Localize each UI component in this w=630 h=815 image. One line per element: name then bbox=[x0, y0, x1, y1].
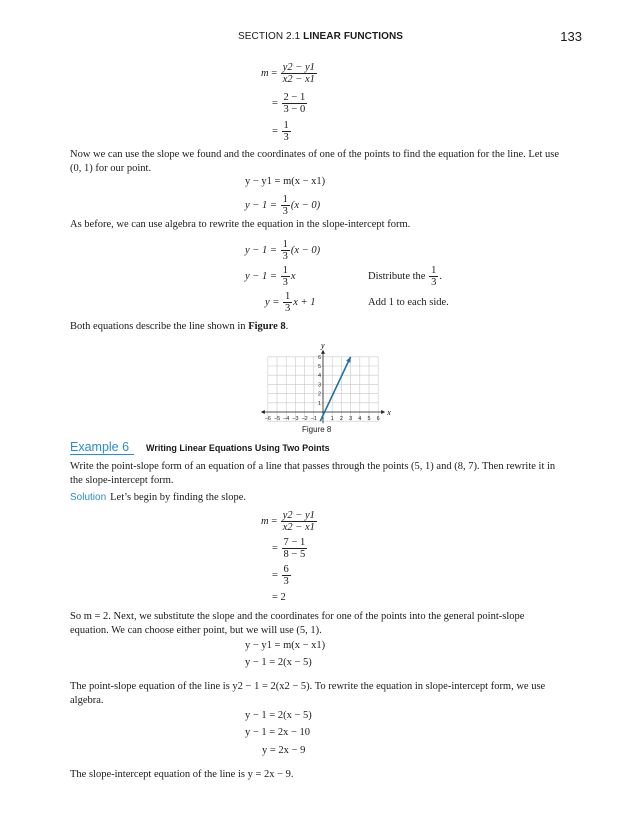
point-slope-general-2: y − y1 = m(x − x1) bbox=[245, 640, 326, 651]
x-tick-label: 3 bbox=[349, 416, 353, 422]
x-tick-label: −5 bbox=[273, 416, 281, 422]
si2-step2: y − 1 = 2x − 10 bbox=[245, 727, 311, 738]
x-tick-label: −6 bbox=[264, 416, 271, 422]
paragraph: Now we can use the slope we found and the coordinates of one of the points to find the equation for the line. Let use (0, 1) for our point. bbox=[70, 149, 559, 174]
si-step3-note: Add 1 to each side. bbox=[368, 297, 449, 308]
x-tick-label: −2 bbox=[301, 416, 308, 422]
solution-line: Solution Let’s begin by finding the slope. bbox=[70, 492, 247, 503]
si-step1: y − 1 = $\frac{1}{3}$ (x − 0) bbox=[245, 239, 321, 262]
paragraph: Both equations describe the line shown in Figure 8. bbox=[70, 321, 289, 332]
y-tick-label: 6 bbox=[317, 354, 321, 361]
x-axis-label: x bbox=[387, 408, 391, 417]
x-tick-label: 4 bbox=[358, 416, 362, 422]
si-step2-note: Distribute the $\frac{1}{3}$ . bbox=[368, 265, 442, 288]
paragraph: So m = 2. Next, we substitute the slope and the coordinates for one of the points into the general point-slope equation. We can choose either point, but we will use (5, 1). bbox=[70, 611, 525, 636]
example-label: Example 6 bbox=[70, 440, 130, 454]
slope-calc-2: m = $\frac{y2 - y1}{x2 - x1}$ bbox=[261, 510, 315, 533]
example-prompt: Write the point-slope form of an equation of a line that passes through the points (5, 1) and (8, 7). Then rewrite it in the slope-intercept form. bbox=[70, 461, 556, 486]
paragraph: The slope-intercept equation of the line is y = 2x − 9. bbox=[70, 769, 294, 780]
x-tick-label: 5 bbox=[367, 416, 371, 422]
x-tick-label: −1 bbox=[310, 416, 317, 422]
slope-calc-2-step2: = $\frac{7 - 1}{8 - 5}$ bbox=[272, 537, 306, 560]
slope-calc-2-result: = 2 bbox=[272, 592, 286, 603]
fraction: $\frac{y2 - y1}{x2 - x1}$ bbox=[282, 62, 315, 85]
section-title: SECTION 2.1 LINEAR FUNCTIONS bbox=[238, 31, 404, 42]
x-tick-label: 6 bbox=[376, 416, 380, 422]
figure-caption: Figure 8 bbox=[302, 425, 332, 434]
x-tick-label: 1 bbox=[330, 416, 334, 422]
slope-calc-2-step3: = $\frac{6}{3}$ bbox=[272, 564, 289, 587]
point-slope-substituted: y − 1 = $\frac{1}{3}$ (x − 0) bbox=[245, 194, 321, 217]
series-line bbox=[317, 354, 353, 422]
si-step3: y = $\frac{1}{3}$ x + 1 bbox=[265, 291, 316, 314]
x-axis-arrow-left bbox=[261, 410, 265, 414]
x-tick-label: −4 bbox=[283, 416, 290, 422]
example-title: Writing Linear Equations Using Two Points bbox=[146, 443, 330, 453]
page-number: 133 bbox=[560, 29, 582, 44]
series bbox=[317, 354, 353, 422]
x-tick-label: −3 bbox=[292, 416, 299, 422]
chapter-title: LINEAR FUNCTIONS bbox=[303, 31, 404, 42]
y-tick-label: 3 bbox=[317, 382, 321, 389]
si2-step1: y − 1 = 2(x − 5) bbox=[245, 710, 312, 721]
y-axis-arrow bbox=[321, 350, 325, 354]
y-tick-label: 5 bbox=[317, 364, 321, 370]
y-axis-label: y bbox=[321, 340, 325, 350]
example-underline bbox=[70, 454, 134, 455]
y-tick-label: 2 bbox=[317, 391, 321, 398]
point-slope-general: y − y1 = m(x − x1) bbox=[245, 176, 326, 187]
point-slope-substituted-2: y − 1 = 2(x − 5) bbox=[245, 657, 312, 668]
x-axis-arrow bbox=[381, 410, 385, 414]
figure-reference: Figure 8 bbox=[248, 321, 286, 332]
figure-8-graph bbox=[253, 340, 393, 426]
paragraph: As before, we can use algebra to rewrite the equation in the slope-intercept form. bbox=[70, 219, 411, 230]
si2-step3: y = 2x − 9 bbox=[262, 745, 306, 756]
slope-calc-1-step3: = $\frac{1}{3}$ bbox=[272, 120, 289, 143]
page-header bbox=[0, 30, 630, 46]
x-tick-label: 2 bbox=[339, 416, 343, 422]
paragraph: The point-slope equation of the line is y2 − 1 = 2(x2 − 5). To rewrite the equation in slope-intercept form, we use algebra. bbox=[70, 681, 546, 706]
slope-calc-1-step2: = $\frac{2 - 1}{3 - 0}$ bbox=[272, 92, 306, 115]
axes bbox=[261, 350, 385, 423]
solution-label: Solution bbox=[70, 492, 107, 503]
y-ticks bbox=[318, 355, 321, 407]
y-tick-label: 1 bbox=[317, 400, 321, 407]
slope-calc-1: m = $\frac{y2 - y1}{x2 - x1}$ bbox=[261, 62, 315, 85]
si-step2: y − 1 = $\frac{1}{3}$ x bbox=[245, 265, 296, 288]
y-tick-label: 4 bbox=[317, 373, 321, 380]
